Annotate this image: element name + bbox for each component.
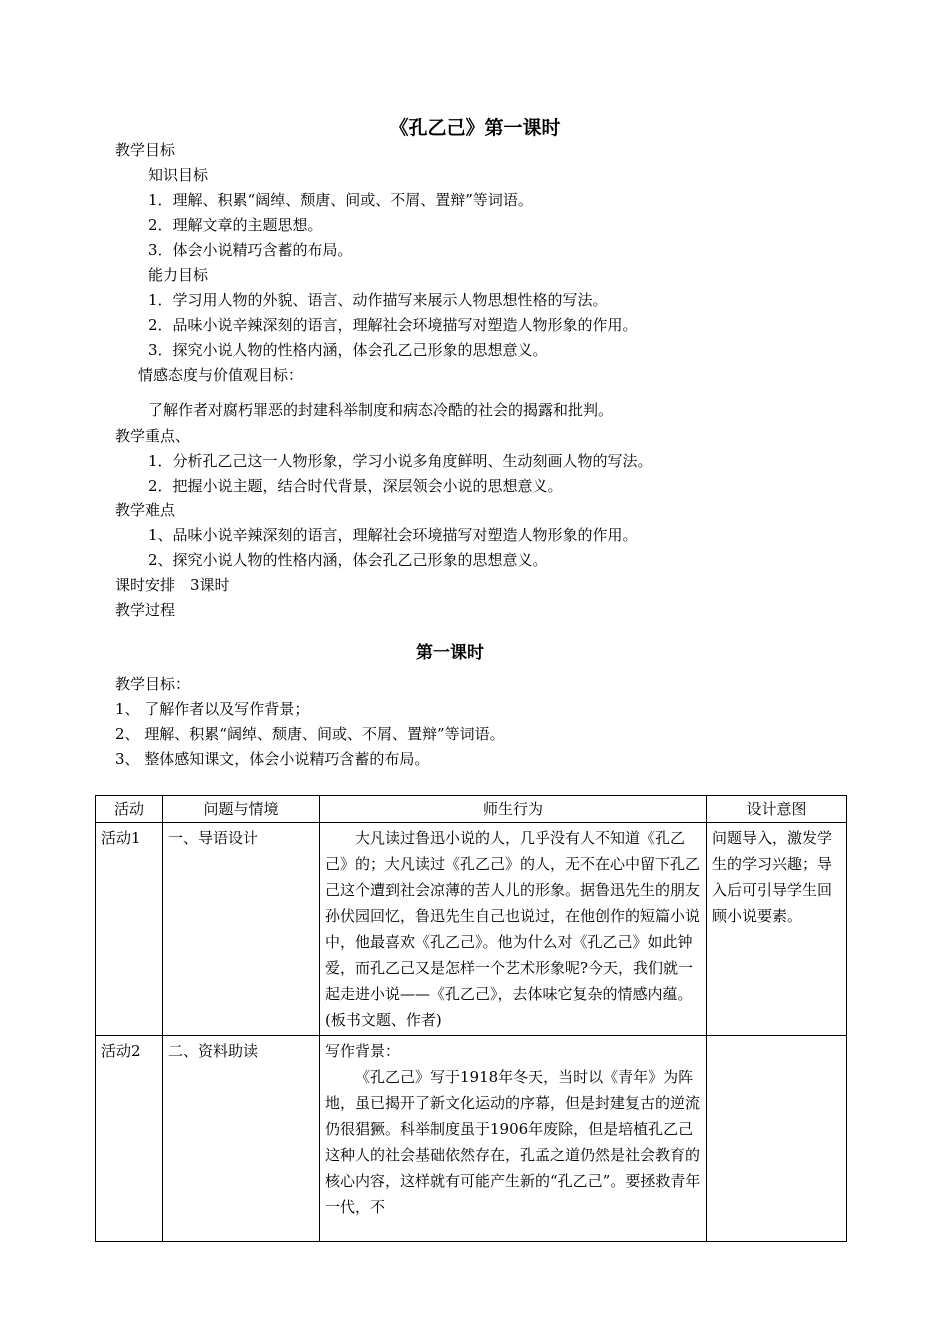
text-line: 2．理解文章的主题思想。 bbox=[148, 216, 323, 234]
text-line: 1、品味小说辛辣深刻的语言，理解社会环境描写对塑造人物形象的作用。 bbox=[148, 526, 638, 544]
text-line: 情感态度与价值观目标： bbox=[138, 366, 304, 384]
cell-activity: 活动1 bbox=[96, 823, 163, 1036]
text-line: 教学目标 bbox=[115, 141, 176, 159]
activity-table bbox=[95, 795, 847, 1242]
table-row bbox=[96, 1036, 847, 1242]
cell-topic: 一、导语设计 bbox=[163, 823, 320, 1036]
behavior-text: 大凡读过鲁迅小说的人，几乎没有人不知道《孔乙己》的；大凡读过《孔乙己》的人，无不在心中留下孔乙己这个遭到社会凉薄的苦人儿的形象。据鲁迅先生的朋友孙伏园回忆，鲁迅先生自己也说过，在他创作的短篇小说中，他最喜欢《孔乙己》。他为什么对《孔乙己》如此钟爱，而孔乙己又是怎样一个艺术形象呢?今天，我们就一起走进小说——《孔乙己》，去体味它复杂的情感内蕴。(板书文题、作者) bbox=[325, 829, 701, 1029]
text-line: 2．品味小说辛辣深刻的语言，理解社会环境描写对塑造人物形象的作用。 bbox=[148, 316, 638, 334]
text-line: 教学难点 bbox=[115, 501, 176, 519]
table-header-row bbox=[96, 796, 847, 823]
cell-behavior bbox=[320, 823, 707, 1036]
text-line: 能力目标 bbox=[148, 266, 209, 284]
objective-line: 1、 了解作者以及写作背景； bbox=[115, 700, 310, 718]
behavior-label: 写作背景： bbox=[325, 1042, 401, 1060]
text-line: 教学重点、 bbox=[115, 427, 191, 445]
text-line: 课时安排 3课时 bbox=[115, 576, 230, 594]
text-line: 教学过程 bbox=[115, 601, 176, 619]
header-topic: 问题与情境 bbox=[163, 796, 320, 823]
text-line: 知识目标 bbox=[148, 166, 209, 184]
cell-intent: 问题导入，激发学生的学习兴趣；导入后可引导学生回顾小说要素。 bbox=[707, 823, 847, 1036]
objective-line: 3、 整体感知课文，体会小说精巧含蓄的布局。 bbox=[115, 750, 430, 768]
text-line: 2．把握小说主题，结合时代背景，深层领会小说的思想意义。 bbox=[148, 477, 563, 495]
header-activity: 活动 bbox=[96, 796, 163, 823]
objective-line: 2、 理解、积累“阔绰、颓唐、间或、不屑、置辩”等词语。 bbox=[115, 725, 505, 743]
text-line: 2、探究小说人物的性格内涵，体会孔乙己形象的思想意义。 bbox=[148, 551, 548, 569]
cell-behavior bbox=[320, 1036, 707, 1242]
table-row bbox=[96, 823, 847, 1036]
cell-topic: 二、资料助读 bbox=[163, 1036, 320, 1242]
objective-line: 教学目标： bbox=[115, 675, 191, 693]
text-line: 3．探究小说人物的性格内涵，体会孔乙己形象的思想意义。 bbox=[148, 341, 548, 359]
header-behavior: 师生行为 bbox=[320, 796, 707, 823]
text-line: 了解作者对腐朽罪恶的封建科举制度和病态冷酷的社会的揭露和批判。 bbox=[148, 401, 614, 419]
page-title: 《孔乙己》第一课时 bbox=[389, 117, 561, 139]
text-line: 3．体会小说精巧含蓄的布局。 bbox=[148, 241, 353, 259]
cell-intent bbox=[707, 1036, 847, 1242]
text-line: 1．学习用人物的外貌、语言、动作描写来展示人物思想性格的写法。 bbox=[148, 291, 608, 309]
header-intent: 设计意图 bbox=[707, 796, 847, 823]
text-line: 1．分析孔乙己这一人物形象，学习小说多角度鲜明、生动刻画人物的写法。 bbox=[148, 452, 653, 470]
behavior-text: 《孔乙己》写于1918年冬天，当时以《青年》为阵地，虽已揭开了新文化运动的序幕，但是封建复古的逆流仍很猖獗。科举制度虽于1906年废除，但是培植孔乙己这种人的社会基础依然存在，孔孟之道仍然是社会教育的核心内容，这样就有可能产生新的“孔乙己”。要拯救青年一代，不 bbox=[325, 1068, 701, 1216]
text-line: 1．理解、积累“阔绰、颓唐、间或、不屑、置辩”等词语。 bbox=[148, 191, 533, 209]
section-title: 第一课时 bbox=[416, 643, 484, 663]
cell-activity: 活动2 bbox=[96, 1036, 163, 1242]
